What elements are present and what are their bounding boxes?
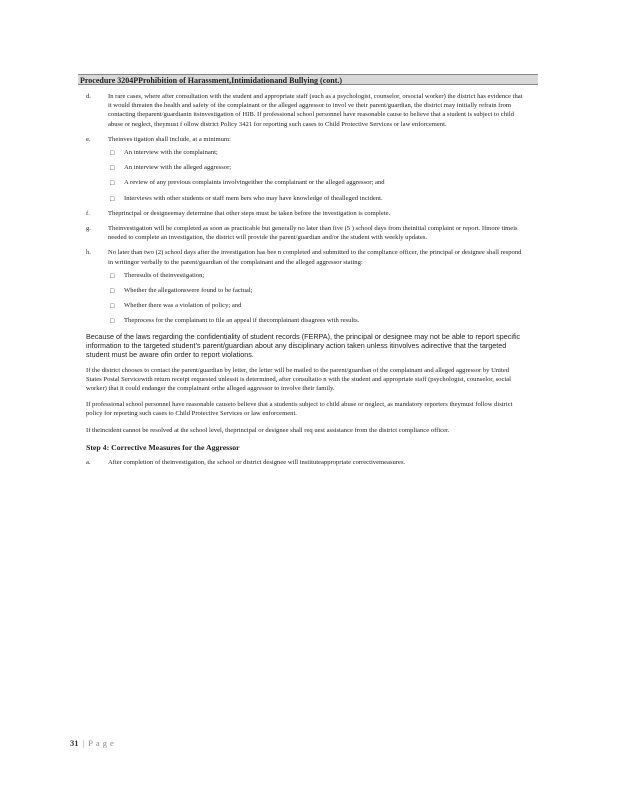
- item-text: Theprincipal or designeemay determine that other steps must be taken before the investigation is complete.: [108, 209, 391, 217]
- page-label: Page: [88, 738, 117, 748]
- bullet-item: [108, 194, 526, 203]
- header-title: Procedure 3204PProhibition of Harassment,Intimidationand Bullying (cont.): [80, 76, 343, 85]
- list-item: [86, 458, 526, 467]
- bullet-text: A review of any previous complaints involvingeither the complainant or the alleged aggressor; and: [124, 179, 385, 187]
- item-text: No later than two (2) school days after the investigation has bee n completed and submitted to the compliance officer, the principal or designee shall respond in writingor verbally to the parent/guardian of the complainant and the alleged aggressor stating:: [108, 249, 522, 266]
- paragraph: If professional school personnel have reasonable causeto believe that a studentis subject to child abuse or neglect, as mandatory reporters theymust follow district policy for reporting such cases to Child Protective Services or law enforcement.: [86, 401, 513, 418]
- bullet-item: [108, 271, 526, 280]
- item-marker: a.: [86, 459, 91, 467]
- bullet-box-icon: □: [110, 302, 115, 311]
- list-item: [86, 209, 526, 218]
- item-marker: g.: [86, 225, 91, 233]
- bullet-item: [108, 178, 526, 187]
- bullet-box-icon: □: [110, 271, 115, 280]
- bullet-box-icon: □: [110, 149, 115, 158]
- bullet-text: Theresults of theinvestigation;: [124, 271, 205, 279]
- bullet-text: An interview with the alleged aggressor;: [124, 164, 232, 172]
- item-marker: e.: [86, 135, 91, 143]
- section-header: [78, 74, 538, 85]
- paragraph: If the district chooses to contact the parent/guardian by letter, the letter will be mailed to the parent/guardian of the complainant and alleged aggressor by United States Postal Servicewith return receipt requested unlessit is determined, after consultatio n with the student and appropriate staff (psychologist, counselor, social worker) that it could endanger the complainant orthe alleged aggressor to involve their family.: [86, 366, 511, 393]
- bullet-box-icon: □: [110, 164, 115, 173]
- bullet-item: [108, 286, 526, 295]
- bullet-text: Interviews with other students or staff mem bers who may have knowledge of thealleged incident.: [124, 194, 383, 202]
- item-marker: h.: [86, 249, 91, 257]
- bullet-text: An interview with the complainant;: [124, 149, 218, 157]
- list-item: [86, 248, 526, 325]
- bullet-box-icon: □: [110, 317, 115, 326]
- page-footer: [70, 738, 117, 748]
- bullet-item: [108, 316, 526, 325]
- paragraph: Because of the laws regarding the confidentiality of student records (FERPA), the principal or designee may not be able to report specific information to the targeted student’s parent/guardian about any disciplinary action taken unless itinvolves adirective that the targeted student must be aware ofin order to report violations.: [86, 331, 521, 359]
- bullet-item: [108, 301, 526, 310]
- document-body: [86, 92, 526, 473]
- bullet-text: Whether the allegationswere found to be factual;: [124, 287, 253, 295]
- page-number: 31: [70, 738, 79, 748]
- bullet-item: [108, 148, 526, 157]
- bullet-text: Whether there was a violation of policy; and: [124, 302, 242, 310]
- bullet-box-icon: □: [110, 287, 115, 296]
- bullet-text: Theprocess for the complainant to file an appeal if thecomplainant disagrees with results.: [124, 317, 360, 325]
- step-heading: Step 4: Corrective Measures for the Aggressor: [86, 442, 240, 452]
- list-item: [86, 92, 526, 129]
- bullet-item: [108, 163, 526, 172]
- bullet-box-icon: □: [110, 194, 115, 203]
- item-text: Theinvestigation will be completed as soon as practicable but generally no later than five (5 ) school days from theinitial complaint or report. Ifmore timeis needed to complete an investigation, the district will provide the parent/guardian and/or the student with weekly updates.: [108, 225, 518, 242]
- item-text: Theinves tigation shall include, at a minimum:: [108, 135, 231, 143]
- item-marker: d.: [86, 93, 91, 100]
- paragraph: If theincident cannot be resolved at the school level, theprincipal or designee shall req uest assistance from the district compliance officer.: [86, 426, 450, 434]
- bullet-box-icon: □: [110, 179, 115, 188]
- item-text: In rare cases, where after consultation with the student and appropriate staff (such as a psychologist, counselor, orsocial worker) the district has evidence that it would threaten the health and safety of the complainant or the alleged aggressor to invol ve their parent/guardian, the district may initially refrain from contacting theparent/guardianin itsinvestigation of HIB. If professional school personnel have reasonable cause to believe that a student is subject to child abuse or neglect, theymust f ollow district Policy 3421 for reporting such cases to Child Protective Services or law enforcement.: [108, 93, 523, 128]
- list-item: [86, 224, 526, 242]
- footer-separator: |: [82, 738, 85, 748]
- item-marker: f.: [86, 209, 90, 217]
- list-item: [86, 135, 526, 203]
- item-text: After completion of theinvestigation, the school or district designee will instituteappropriate correctivemeasures.: [108, 459, 406, 467]
